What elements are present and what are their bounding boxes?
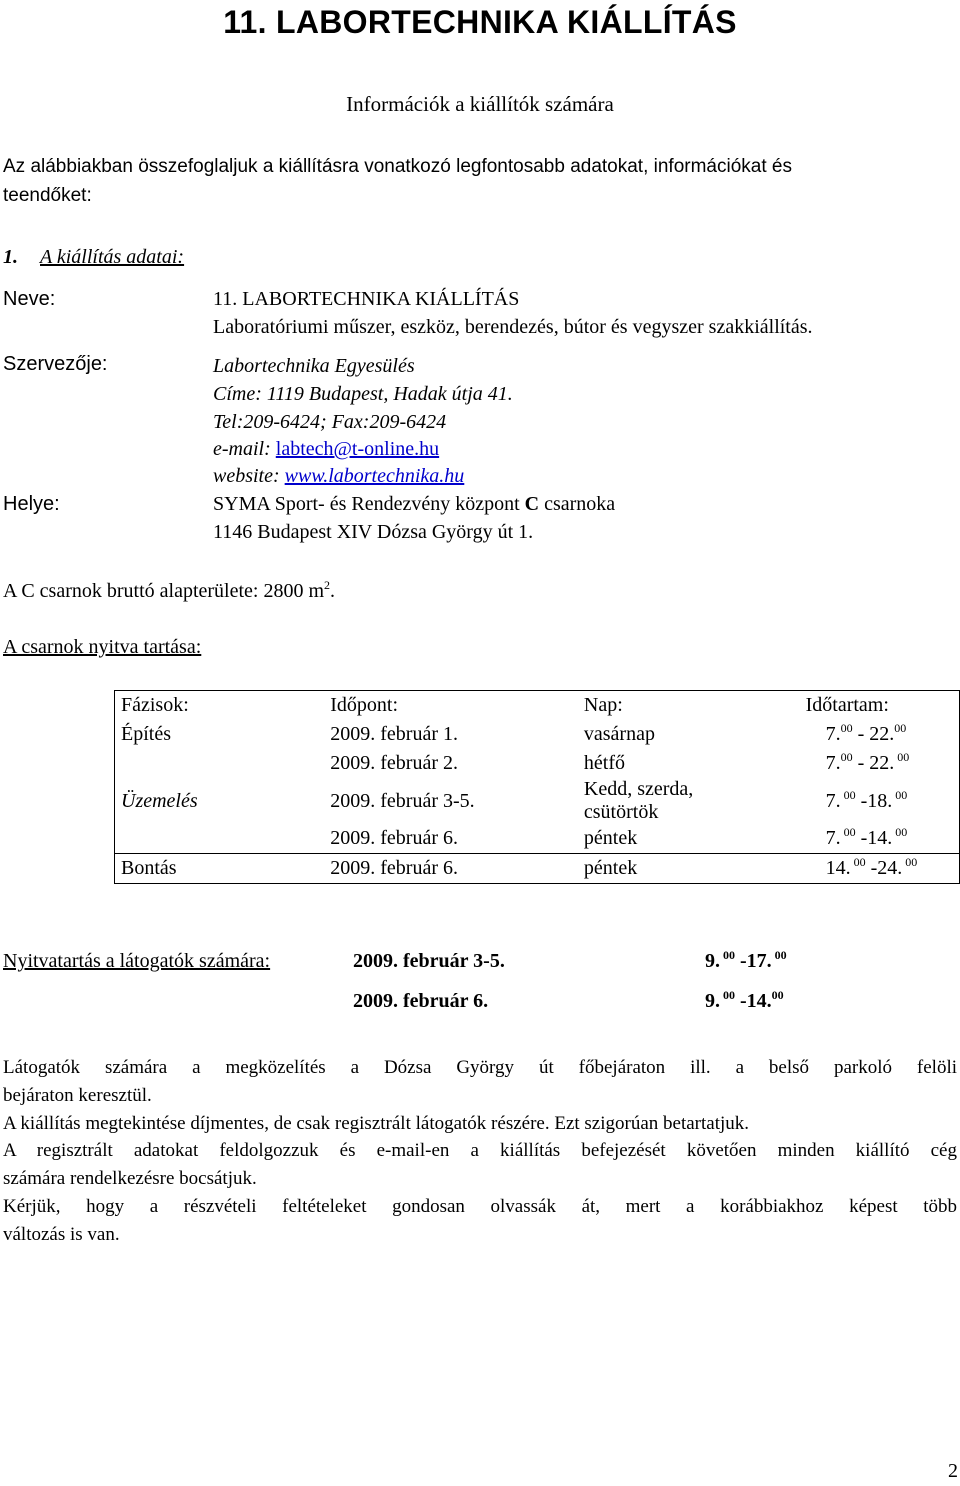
duration-cell: 7. $^{00}$ -18. $^{00}$ (800, 778, 960, 824)
day-cell: péntek (578, 854, 800, 884)
free-entry-text: A kiállítás megtekintése díjmentes, de csak regisztrált látogatók részére. Ezt szigorúan betartatjuk. (3, 1113, 750, 1134)
conditions-line1: Kérjük, hogy a részvételi feltételeket gondosan olvassák át, mert a korábbiakhoz képest több (3, 1196, 957, 1217)
opening-heading: A csarnok nyitva tartása: (3, 636, 202, 658)
header-duration: Időtartam: (800, 691, 960, 721)
hall-area-sup: 2 (324, 578, 331, 592)
organizer-label: Szervezője: (3, 353, 108, 375)
date-cell: 2009. február 2. (330, 752, 458, 774)
date-cell: 2009. február 6. (324, 854, 578, 884)
table-row (115, 854, 960, 884)
phase-cell (115, 824, 325, 854)
visitor-date-2: 2009. február 6. (353, 990, 489, 1012)
duration-cell: 7. $^{00}$ -14. $^{00}$ (800, 824, 960, 854)
duration-cell: 7.00 - 22. $^{00}$ (800, 749, 960, 778)
venue-hall-suffix: csarnoka (539, 493, 616, 515)
visitor-date-1: 2009. február 3-5. (353, 950, 505, 972)
organizer-name: Labortechnika Egyesülés (213, 355, 415, 377)
exhibition-name: 11. LABORTECHNIKA KIÁLLÍTÁS (213, 288, 520, 310)
header-day: Nap: (578, 691, 800, 721)
exhibition-description: Laboratóriumi műszer, eszköz, berendezés, bútor és vegyszer szakkiállítás. (213, 316, 813, 338)
organizer-address: Címe: 1119 Budapest, Hadak útja 41. (213, 383, 513, 405)
document-title: 11. LABORTECHNIKA KIÁLLÍTÁS (223, 4, 737, 40)
duration-cell: 7.00 - 22.00 (800, 720, 960, 749)
phase-cell: Bontás (115, 854, 325, 884)
section-number: 1. (3, 246, 18, 268)
section-heading (3, 246, 184, 269)
approach-line1: Látogatók számára a megközelítés a Dózsa György út főbejáraton ill. a belső parkoló felöli (3, 1057, 957, 1078)
intro-text-line1: Az alábbiakban összefoglaljuk a kiállításra vonatkozó legfontosabb adatokat, információkat és (3, 156, 792, 177)
date-cell: 2009. február 6. (330, 827, 458, 849)
document-subtitle: Információk a kiállítók számára (346, 92, 614, 116)
header-date: Időpont: (324, 691, 578, 721)
organizer-website-line (213, 465, 464, 488)
date-cell: 2009. február 3-5. (330, 789, 475, 812)
venue-label: Helye: (3, 493, 60, 515)
table-header-row (115, 691, 960, 721)
website-link[interactable]: www.labortechnika.hu (284, 465, 465, 487)
registration-line2: számára rendelkezésre bocsátjuk. (3, 1168, 257, 1189)
phase-cell: Építés (115, 720, 325, 749)
day-cell: Kedd, szerda, csütörtök (583, 778, 694, 823)
phases-table (114, 690, 960, 884)
phase-cell (115, 749, 325, 778)
hall-area-period: . (330, 580, 336, 602)
table-row (115, 824, 960, 854)
phase-cell: Üzemelés (115, 778, 325, 824)
duration-cell: 14. $^{00}$ -24. $^{00}$ (800, 854, 960, 884)
section-title: A kiállítás adatai: (40, 246, 185, 268)
day-cell: vasárnap (583, 723, 655, 745)
email-label: e-mail: (213, 438, 276, 460)
table-row (115, 720, 960, 749)
page-number: 2 (948, 1460, 958, 1482)
venue-hall-letter: C (524, 493, 540, 515)
table-row (115, 749, 960, 778)
hall-area-text: A C csarnok bruttó alapterülete: 2800 m (3, 580, 325, 602)
website-label: website: (213, 465, 285, 487)
approach-line2: bejáraton keresztül. (3, 1085, 152, 1106)
header-phase: Fázisok: (115, 691, 325, 721)
organizer-phone: Tel:209-6424; Fax:209-6424 (213, 411, 447, 433)
hall-area (3, 580, 335, 603)
conditions-line2: változás is van. (3, 1224, 120, 1245)
intro-text-line2: teendőket: (3, 185, 92, 206)
day-cell: hétfő (583, 752, 625, 774)
venue-address: 1146 Budapest XIV Dózsa György út 1. (213, 521, 534, 543)
date-cell: 2009. február 1. (330, 723, 458, 745)
name-label: Neve: (3, 288, 56, 310)
table-row (115, 778, 960, 824)
venue-line1 (213, 493, 615, 516)
email-link[interactable]: labtech@t-online.hu (275, 438, 440, 460)
organizer-email-line (213, 438, 439, 461)
visitor-time-1: 9. $^{00}$ -17. $^{00}$ (705, 948, 787, 972)
visitor-hours-label: Nyitvatartás a látogatók számára: (3, 950, 271, 972)
day-cell: péntek (583, 827, 638, 849)
venue-name: SYMA Sport- és Rendezvény központ (213, 493, 525, 515)
visitor-time-2: 9. $^{00}$ -14.00 (705, 988, 784, 1012)
registration-line1: A regisztrált adatokat feldolgozzuk és e-mail-en a kiállítás befejezését követően minden kiállító cég (3, 1140, 957, 1161)
